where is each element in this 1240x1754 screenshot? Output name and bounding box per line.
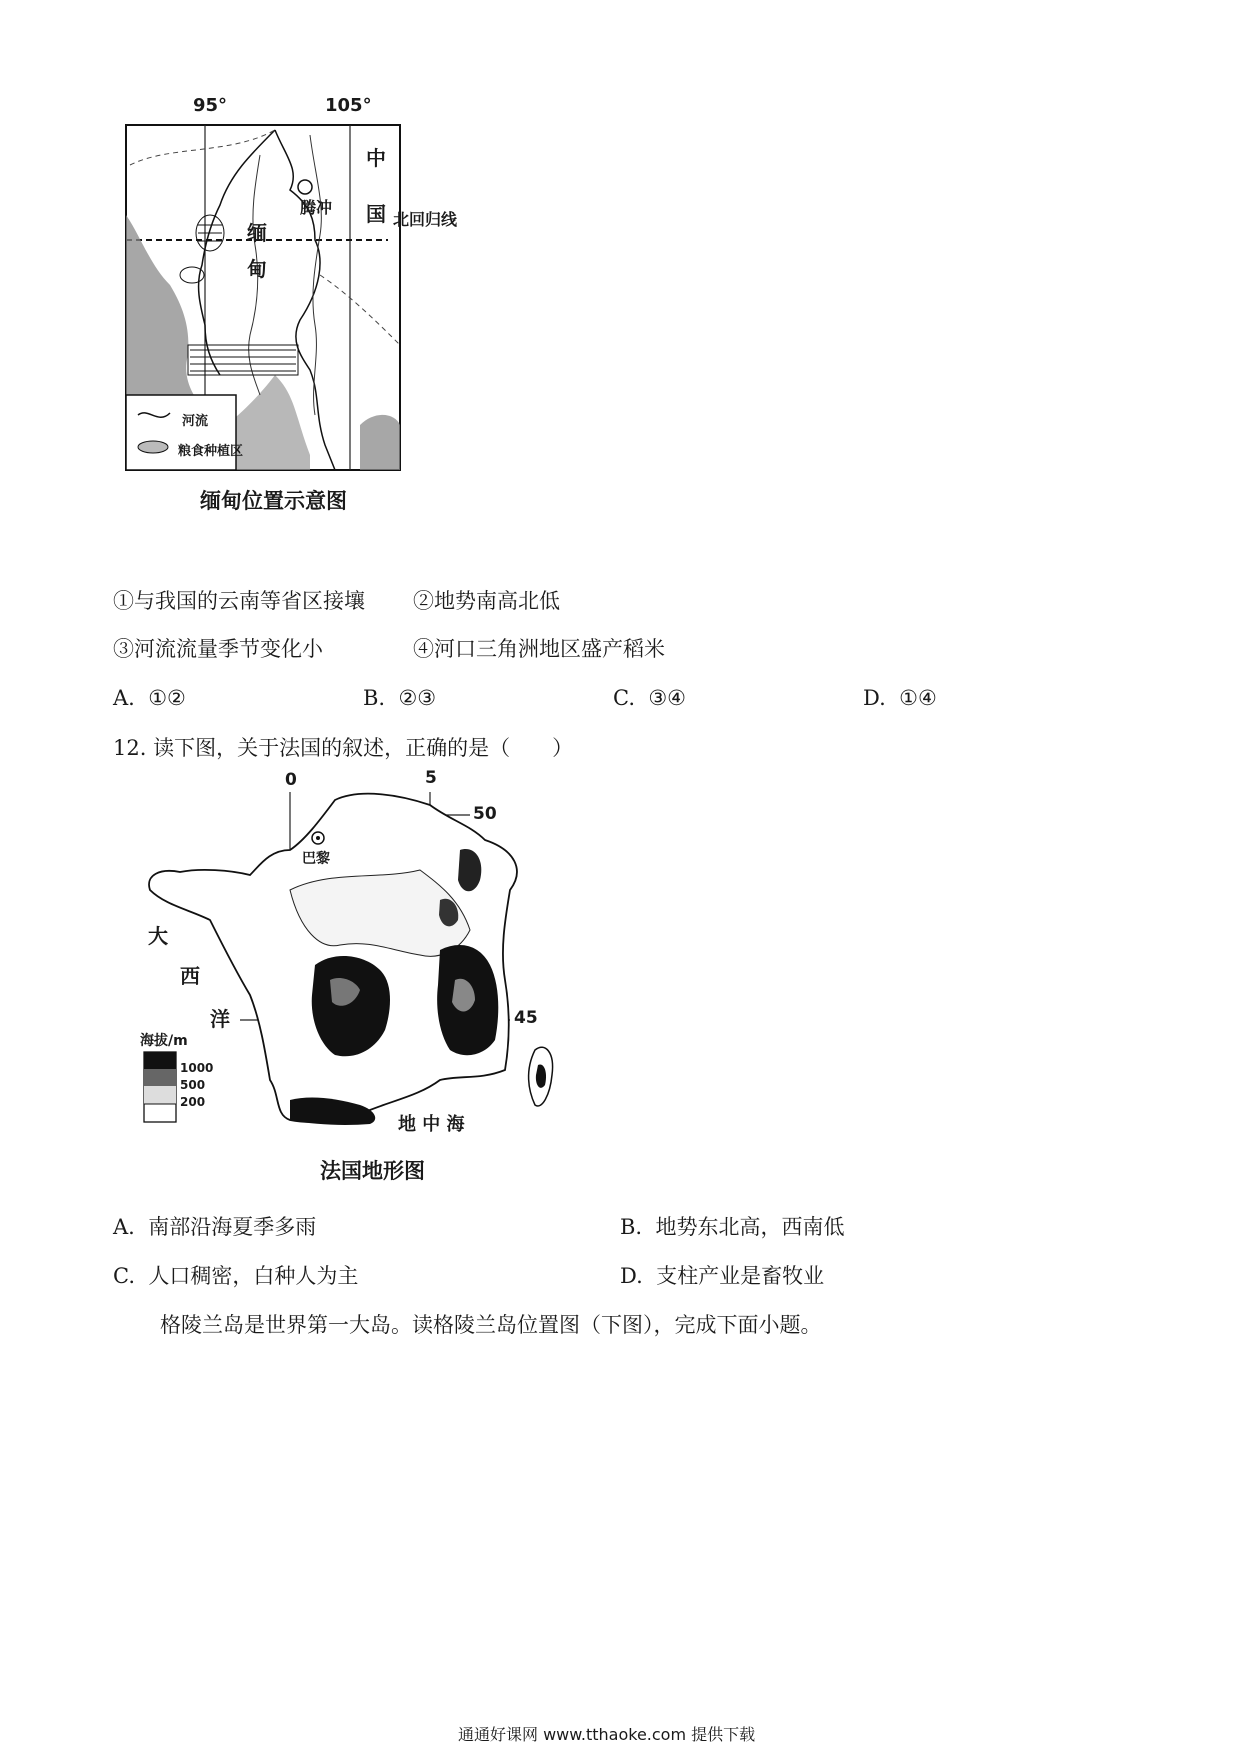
- atlantic-label-3: 洋: [210, 1007, 230, 1031]
- legend-grain-symbol: [138, 441, 168, 453]
- legend-title: 海拔/m: [140, 1033, 188, 1049]
- q11-option-b[interactable]: [363, 684, 436, 712]
- lat-45-label: 45: [514, 1008, 538, 1028]
- greenland-intro: 格陵兰岛是世界第一大岛。读格陵兰岛位置图（下图），完成下面小题。: [160, 1313, 822, 1337]
- legend-grain-label: 粮食种植区: [178, 444, 244, 459]
- q12-option-a[interactable]: [113, 1213, 316, 1241]
- q12-option-d[interactable]: [620, 1262, 824, 1290]
- myanmar-label: 缅甸: [247, 221, 267, 281]
- atlantic-label-2: 西: [180, 964, 200, 988]
- myanmar-map-caption: 缅甸位置示意图: [200, 489, 347, 513]
- option-letter: A.: [113, 1215, 135, 1239]
- option-text: ②③: [398, 686, 437, 710]
- tengchong-label: 腾冲: [300, 198, 333, 217]
- option-letter: C.: [613, 686, 635, 710]
- france-map: [140, 780, 580, 1130]
- myanmar-map-figure: [110, 95, 510, 535]
- lon-0-label: 0: [285, 770, 297, 790]
- legend-band-low: [144, 1086, 176, 1104]
- legend-band-high: [144, 1052, 176, 1069]
- option-letter: B.: [363, 686, 386, 710]
- option-letter: A.: [113, 686, 135, 710]
- q12-stem: 12. 读下图，关于法国的叙述，正确的是（ ）: [113, 736, 574, 760]
- tengchong-marker: [298, 180, 312, 194]
- statement-3: ③河流流量季节变化小: [113, 637, 323, 661]
- tropic-label: 北回归线: [393, 210, 458, 229]
- option-text: ①④: [899, 686, 937, 710]
- statement-1: ①与我国的云南等省区接壤: [113, 589, 365, 613]
- legend-river-label: 河流: [182, 414, 209, 429]
- option-text: 人口稠密，白种人为主: [148, 1264, 359, 1288]
- legend-value-1000: 1000: [180, 1061, 214, 1075]
- option-letter: D.: [620, 1264, 643, 1288]
- option-text: 地势东北高，西南低: [655, 1215, 845, 1239]
- option-letter: D.: [863, 686, 886, 710]
- legend-value-500: 500: [180, 1078, 206, 1092]
- option-text: ③④: [648, 686, 687, 710]
- france-map-caption: 法国地形图: [320, 1159, 425, 1183]
- france-map-figure: [140, 768, 580, 1200]
- option-letter: C.: [113, 1264, 135, 1288]
- q11-option-c[interactable]: [613, 684, 686, 712]
- q11-option-d[interactable]: [863, 684, 937, 712]
- atlantic-label-1: 大: [148, 924, 168, 948]
- lat-50-label: 50: [473, 804, 497, 824]
- china-label: 中国: [366, 146, 386, 226]
- statement-4: ④河口三角洲地区盛产稻米: [413, 637, 665, 661]
- lon-95-label: 95°: [193, 95, 228, 116]
- lon-5-label: 5: [425, 768, 437, 788]
- lon-105-label: 105°: [325, 95, 372, 116]
- option-letter: B.: [620, 1215, 643, 1239]
- option-text: ①②: [148, 686, 186, 710]
- paris-label: 巴黎: [302, 851, 330, 867]
- q11-option-a[interactable]: [113, 684, 186, 712]
- q12-option-c[interactable]: [113, 1262, 358, 1290]
- q12-option-b[interactable]: [620, 1213, 844, 1241]
- option-text: 支柱产业是畜牧业: [656, 1264, 825, 1288]
- page-footer: 通通好课网 www.tthaoke.com 提供下载: [458, 1725, 756, 1744]
- legend-value-200: 200: [180, 1095, 206, 1109]
- legend-band-mid: [144, 1069, 176, 1086]
- statement-2: ②地势南高北低: [413, 589, 560, 613]
- option-text: 南部沿海夏季多雨: [148, 1215, 317, 1239]
- sea-east: [360, 415, 400, 470]
- mediterranean-label: 地 中 海: [398, 1114, 465, 1135]
- myanmar-map: [110, 95, 510, 535]
